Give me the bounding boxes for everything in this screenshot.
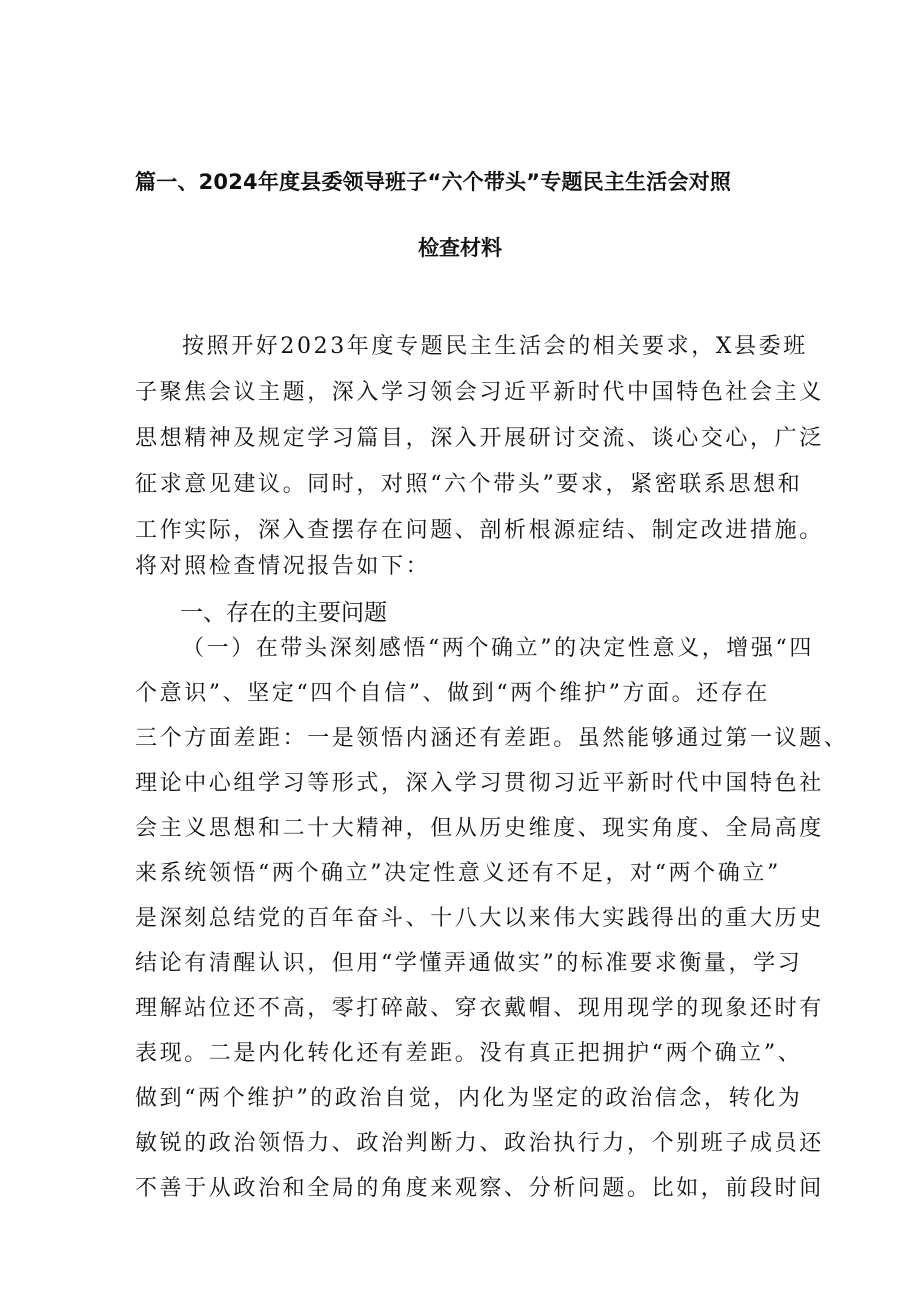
intro-paragraph-line: 征求意见建议。同时，对照“六个带头”要求，紧密联系思想和 — [135, 472, 803, 497]
document-title-line-1: 篇一、2024年度县委领导班子“六个带头”专题民主生活会对照 — [135, 170, 732, 194]
intro-paragraph-line: 子聚焦会议主题，深入学习领会习近平新时代中国特色社会主义 — [135, 380, 824, 405]
intro-paragraph-line: 思想精神及规定学习篇目，深入开展研讨交流、谈心交心，广泛 — [135, 426, 824, 451]
intro-paragraph-line: 按照开好2023年度专题民主生活会的相关要求，X县委班 — [182, 334, 808, 359]
intro-paragraph-line: 工作实际，深入查摆存在问题、剖析根源症结、制定改进措施。 — [135, 518, 824, 543]
body-paragraph-line: 做到“两个维护”的政治自觉，内化为坚定的政治信念，转化为 — [135, 1086, 803, 1111]
body-paragraph-line: 理解站位还不高，零打碎敲、穿衣戴帽、现用现学的现象还时有 — [135, 996, 824, 1021]
intro-paragraph-line: 将对照检查情况报告如下： — [135, 554, 431, 579]
body-paragraph-line: 个意识”、坚定“四个自信”、做到“两个维护”方面。还存在 — [135, 681, 771, 706]
body-paragraph-line: 会主义思想和二十大精神，但从历史维度、现实角度、全局高度 — [135, 816, 824, 841]
body-paragraph-line: 是深刻总结党的百年奋斗、十八大以来伟大实践得出的重大历史 — [135, 906, 824, 931]
body-paragraph-line: 不善于从政治和全局的角度来观察、分析问题。比如，前段时间 — [135, 1176, 824, 1201]
body-paragraph-line: 敏锐的政治领悟力、政治判断力、政治执行力，个别班子成员还 — [135, 1131, 824, 1156]
body-paragraph-line: 来系统领悟“两个确立”决定性意义还有不足，对“两个确立” — [135, 861, 781, 886]
body-paragraph-line: 理论中心组学习等形式，深入学习贯彻习近平新时代中国特色社 — [135, 771, 824, 796]
section-heading: 一、存在的主要问题 — [180, 600, 387, 626]
body-paragraph-line: （一）在带头深刻感悟“两个确立”的决定性意义，增强“四 — [182, 636, 814, 661]
body-paragraph-line: 结论有清醒认识，但用“学懂弄通做实”的标准要求衡量，学习 — [135, 951, 803, 976]
document-title-line-2: 检查材料 — [418, 236, 502, 260]
body-paragraph-line: 表现。二是内化转化还有差距。没有真正把拥护“两个确立”、 — [135, 1041, 803, 1066]
body-paragraph-line: 三个方面差距：一是领悟内涵还有差距。虽然能够通过第一议题、 — [135, 726, 849, 751]
